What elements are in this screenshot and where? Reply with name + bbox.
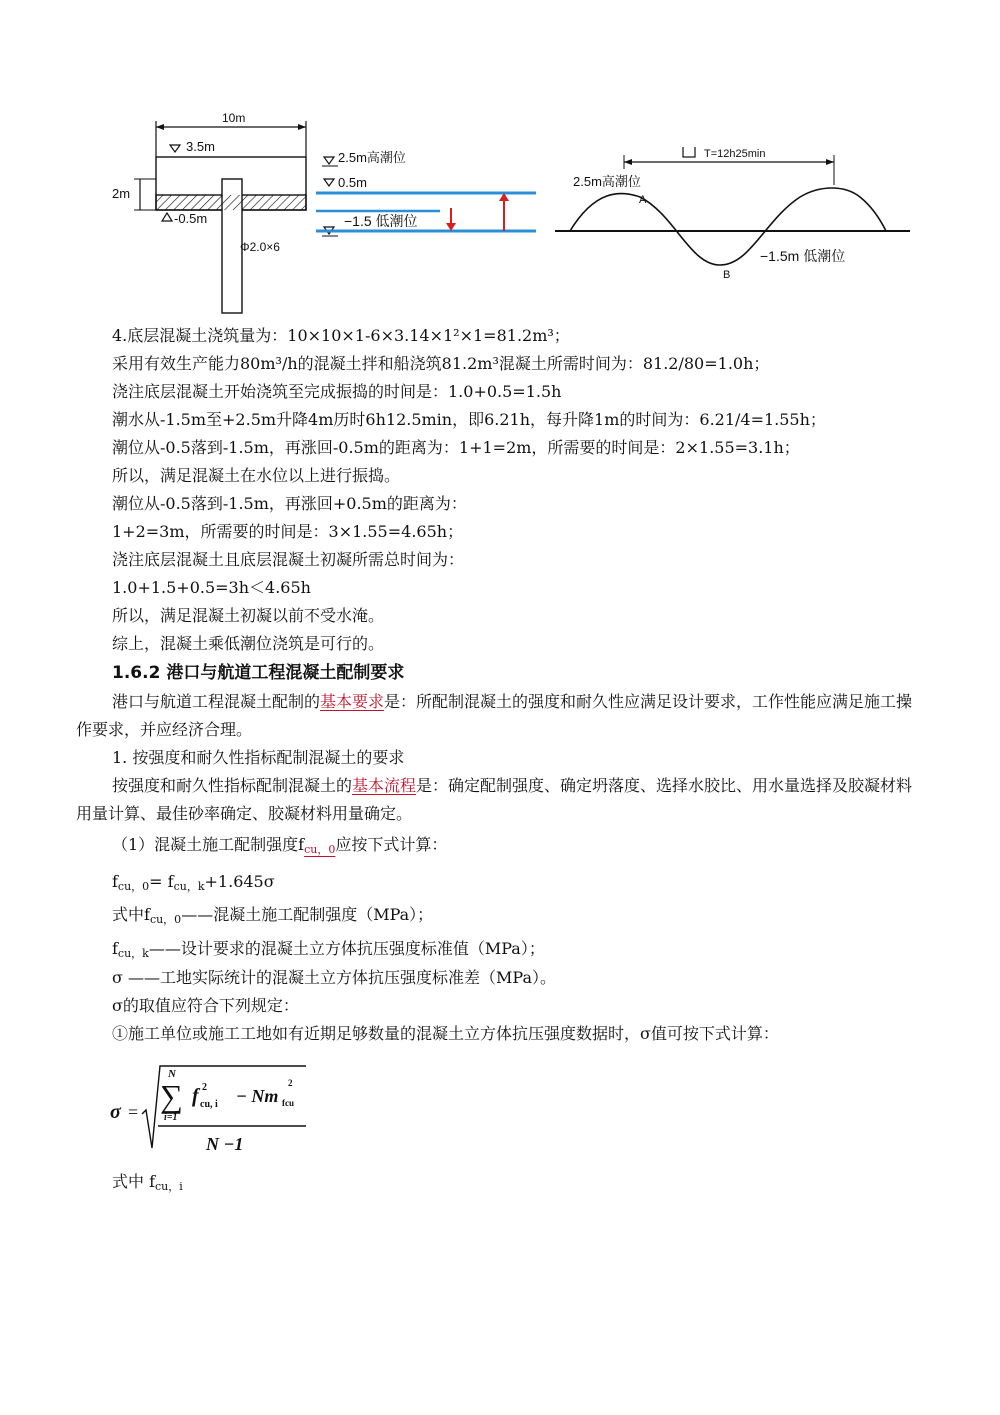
f1-a: f [112,872,118,891]
section-heading: 1.6.2 港口与航道工程混凝土配制要求 [112,663,405,683]
d1-a: 式中f [112,905,150,924]
final-definition [112,1168,183,1196]
p2-text-b: 是：确定配制强度、确定坍落度、选择水胶比、用水量选择及胶凝材料用量计算、最佳砂率确定、胶凝材料用量确定。 [76,776,913,823]
f1-sub2: cu，k [173,880,205,893]
high-tide-icon [324,157,334,164]
basic-requirements-link[interactable]: 基本要求 [320,692,385,711]
d2-b: ——设计要求的混凝土立方体抗压强度标准值（MPa）； [148,939,545,958]
dim-10m-label: 10m [222,111,246,125]
definition-5: ①施工单位或施工工地如有近期足够数量的混凝土立方体抗压强度数据时，σ值可按下式计算： [112,1024,779,1043]
document-body [76,322,917,1048]
basic-process-link[interactable]: 基本流程 [352,776,417,795]
calc-line-10: 1.0+1.5+0.5=3h＜4.65h [112,578,311,597]
p1-text-a: 港口与航道工程混凝土配制的 [112,692,321,711]
tide-figure [100,105,920,317]
paragraph-process [76,772,917,828]
d2-sub: cu，k [117,947,149,960]
calc-line-12: 综上，混凝土乘低潮位浇筑是可行的。 [112,634,385,653]
p3-text-a: （1）混凝土施工配制强度f [112,835,305,854]
definition-3: σ ——工地实际统计的混凝土立方体抗压强度标准差（MPa）。 [112,968,556,987]
calc-line-11: 所以，满足混凝土初凝以前不受水淹。 [112,606,385,625]
p1-text-b: 是：所配制混凝土的强度和耐久性应满足设计要求，工作性能应满足施工操作要求，并应经济合理。 [76,692,913,739]
minus-nm: − Nm [236,1086,279,1106]
point-a-label: A [639,194,647,206]
mid-level-label: 0.5m [338,175,367,190]
sigma-formula [110,1062,310,1158]
calc-line-1: 4.底层混凝土浇筑量为：10×10×1-6×3.14×1²×1=81.2m³； [112,326,570,345]
bottom-level-icon [162,213,172,221]
sum-bottom: i=1 [164,1112,178,1123]
p2-text-a: 按强度和耐久性指标配制混凝土的 [112,776,353,795]
last-a: 式中 f [112,1172,156,1191]
calc-line-5: 潮位从-0.5落到-1.5m，再涨回-0.5m的距离为：1+1=2m，所需要的时间是：2×1.55=3.1h； [112,438,800,457]
tide-diagram-svg [100,105,920,317]
d1-b: ——混凝土施工配制强度（MPa）； [181,905,434,924]
structure-diagram [112,111,536,313]
f1-b: = f [149,872,174,891]
low-tide-label: −1.5 低潮位 [344,213,418,229]
top-level-label: 3.5m [186,139,215,154]
d2-a: f [112,939,118,958]
mid-level-icon [324,179,334,186]
dim-2m-label: 2m [112,186,131,201]
tide-curve-diagram [555,141,910,281]
calc-line-9: 浇注底层混凝土且底层混凝土初凝所需总时间为： [112,550,465,569]
m-sub: fcu [282,1098,294,1108]
level-marker-icon [170,145,180,152]
high-tide-label: 2.5m高潮位 [338,150,406,165]
calc-line-6: 所以，满足混凝土在水位以上进行振捣。 [112,466,401,485]
definition-1 [112,898,917,932]
point-b-label: B [723,269,731,281]
sum-top: N [168,1068,176,1080]
last-sub: cu，i [155,1180,183,1193]
f1-sub1: cu，0 [117,880,150,893]
calc-line-4: 潮水从-1.5m至+2.5m升降4m历时6h12.5min，即6.21h，每升降1m的时间为：6.21/4=1.55h； [112,410,826,429]
f-sup: 2 [202,1082,207,1093]
definition-2 [112,932,917,964]
pile-label: Φ2.0×6 [240,240,280,254]
sum-symbol: ∑ [160,1078,183,1114]
formula-1 [112,862,917,898]
p3-sub: cu，0 [304,843,336,856]
curve-low-label: −1.5m 低潮位 [760,248,846,264]
item-1: 1. 按强度和耐久性指标配制混凝土的要求 [112,748,405,767]
p3-text-b: 应按下式计算： [335,835,448,854]
f-sub: cu, i [200,1099,218,1110]
calc-line-3: 浇注底层混凝土开始浇筑至完成振捣的时间是：1.0+0.5=1.5h [112,382,562,401]
curve-high-label: 2.5m高潮位 [573,174,641,189]
paragraph-requirements [76,688,917,744]
d1-sub: cu，0 [149,913,182,926]
item-1-1 [112,828,917,862]
m-sup: 2 [288,1078,293,1088]
calc-line-2: 采用有效生产能力80m³/h的混凝土拌和船浇筑81.2m³混凝土所需时间为：81.2/80=1.0h； [112,354,770,373]
period-label: T=12h25min [704,148,766,160]
f1-c: +1.645σ [204,872,275,891]
calc-line-7: 潮位从-0.5落到-1.5m，再涨回+0.5m的距离为： [112,494,467,513]
denominator: N −1 [206,1134,244,1154]
sigma-eq: = [128,1102,139,1122]
bottom-level-label: -0.5m [174,211,208,226]
definition-4: σ的取值应符合下列规定： [112,996,299,1015]
sigma-symbol: σ [110,1101,121,1123]
calc-line-8: 1+2=3m，所需要的时间是：3×1.55=4.65h； [112,522,464,541]
f-term: f [192,1085,199,1107]
